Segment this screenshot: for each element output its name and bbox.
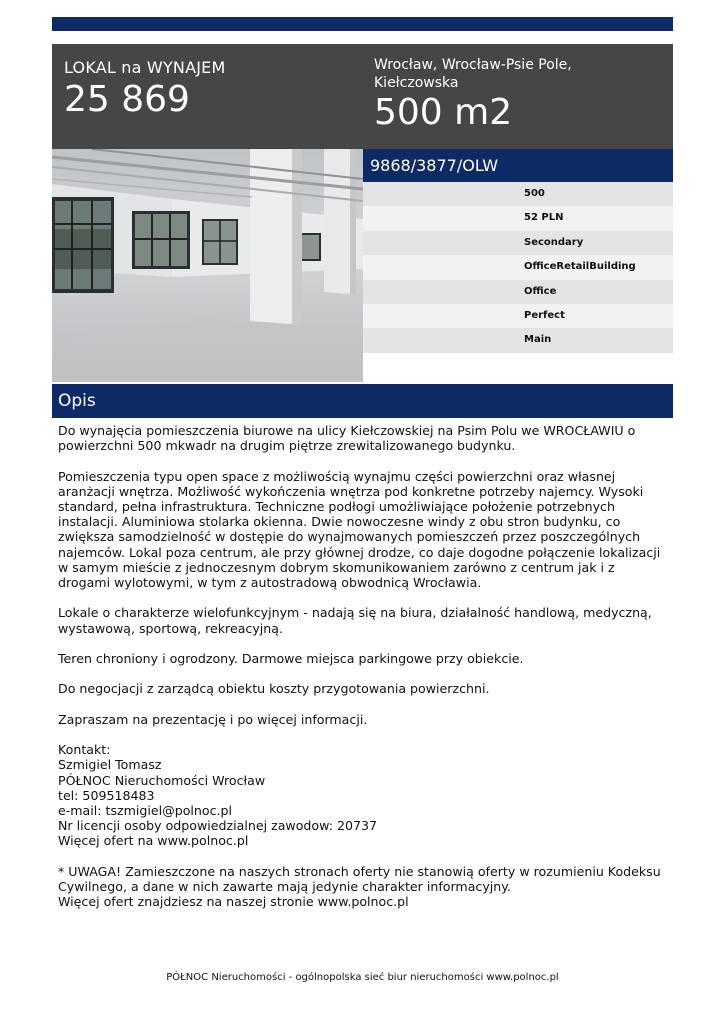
attribute-row [363, 231, 673, 255]
listing-price: 25 869 [64, 79, 190, 120]
page-footer: PÓŁNOC Nieruchomości - ogólnopolska sieć biur nieruchomości www.polnoc.pl [166, 972, 559, 983]
property-photo [52, 149, 363, 382]
attribute-row [363, 328, 673, 352]
attribute-value: Secondary [524, 236, 584, 248]
description-paragraph: Lokale o charakterze wielofunkcyjnym - nadają się na biura, działalność handlową, medyczną, wystawową, sportową, rekreacyjną. [58, 605, 652, 636]
attribute-row [363, 280, 673, 304]
listing-area: 500 m2 [374, 92, 513, 133]
attribute-list [363, 182, 673, 353]
section-title: Opis [58, 391, 96, 411]
contact-block: Kontakt: Szmigiel Tomasz PÓŁNOC Nieruchomości Wrocław tel: 509518483 e-mail: tszmigiel@polnoc.pl Nr licencji osoby odpowiedzialnej zawodow: 20737 Więcej ofert na www.polnoc.pl [58, 742, 378, 849]
description-paragraph: Zapraszam na prezentację i po więcej informacji. [58, 711, 368, 727]
description-paragraph: Teren chroniony i ogrodzony. Darmowe miejsca parkingowe przy obiekcie. [58, 651, 524, 666]
description-body [58, 423, 670, 925]
reference-number: 9868/3877/OLW [370, 156, 499, 175]
description-paragraph: Pomieszczenia typu open space z możliwością wynajmu części powierzchni oraz własnej aranżacji wnętrza. Możliwość wykończenia wnętrza pod konkretne potrzeby najemcy. Wysoki standard, pełna infrastruktura. Techniczne podłogi umożliwiające położenie potrzebnych instalacji. Aluminiowa stolarka okienna. Dwie nowoczesne windy z obu stron budynku, co zwiększa samodzielność w dostępie do wynajmowanych pomieszczeń przez poszczególnych najemców. Lokal poza centrum, ale przy głównej drodze, co daje dogodne połączenie lokalizacji w samym mieście z jednoczesnym dobrym skomunikowaniem zarówno z centrum jak i z drogami wylotowymi, w tym z autostradową obwodnicą Wrocławia. [58, 468, 661, 591]
attribute-row [363, 182, 673, 206]
disclaimer: * UWAGA! Zamieszczone na naszych stronach oferty nie stanowią oferty w rozumieniu Kodeksu Cywilnego, a dane w nich zawarte mają jedynie charakter informacyjny. Więcej ofert znajdziesz na naszej stronie www.polnoc.pl [58, 863, 661, 910]
attribute-value: 52 PLN [524, 212, 564, 224]
reference-bar [363, 149, 673, 182]
top-accent-bar [52, 17, 673, 31]
attribute-row [363, 206, 673, 230]
description-paragraph: Do wynajęcia pomieszczenia biurowe na ulicy Kiełczowskiej na Psim Polu we WROCŁAWIU o powierzchni 500 mkwadr na drugim piętrze zrewitalizowanego budynku. [58, 423, 636, 454]
description-paragraph: Do negocjacji z zarządcą obiektu koszty przygotowania powierzchni. [58, 681, 490, 697]
attribute-value: Main [524, 334, 552, 346]
description-section-header [52, 384, 673, 418]
attribute-value: 500 [524, 188, 545, 199]
listing-header [52, 44, 673, 149]
attribute-value: OfficeRetailBuilding [524, 261, 636, 273]
attribute-value: Office [524, 285, 557, 297]
attribute-row [363, 304, 673, 328]
attribute-value: Perfect [524, 309, 565, 321]
listing-type: LOKAL na WYNAJEM [64, 58, 226, 77]
attribute-row [363, 255, 673, 279]
listing-location: Wrocław, Wrocław-Psie Pole, Kiełczowska [374, 57, 572, 91]
